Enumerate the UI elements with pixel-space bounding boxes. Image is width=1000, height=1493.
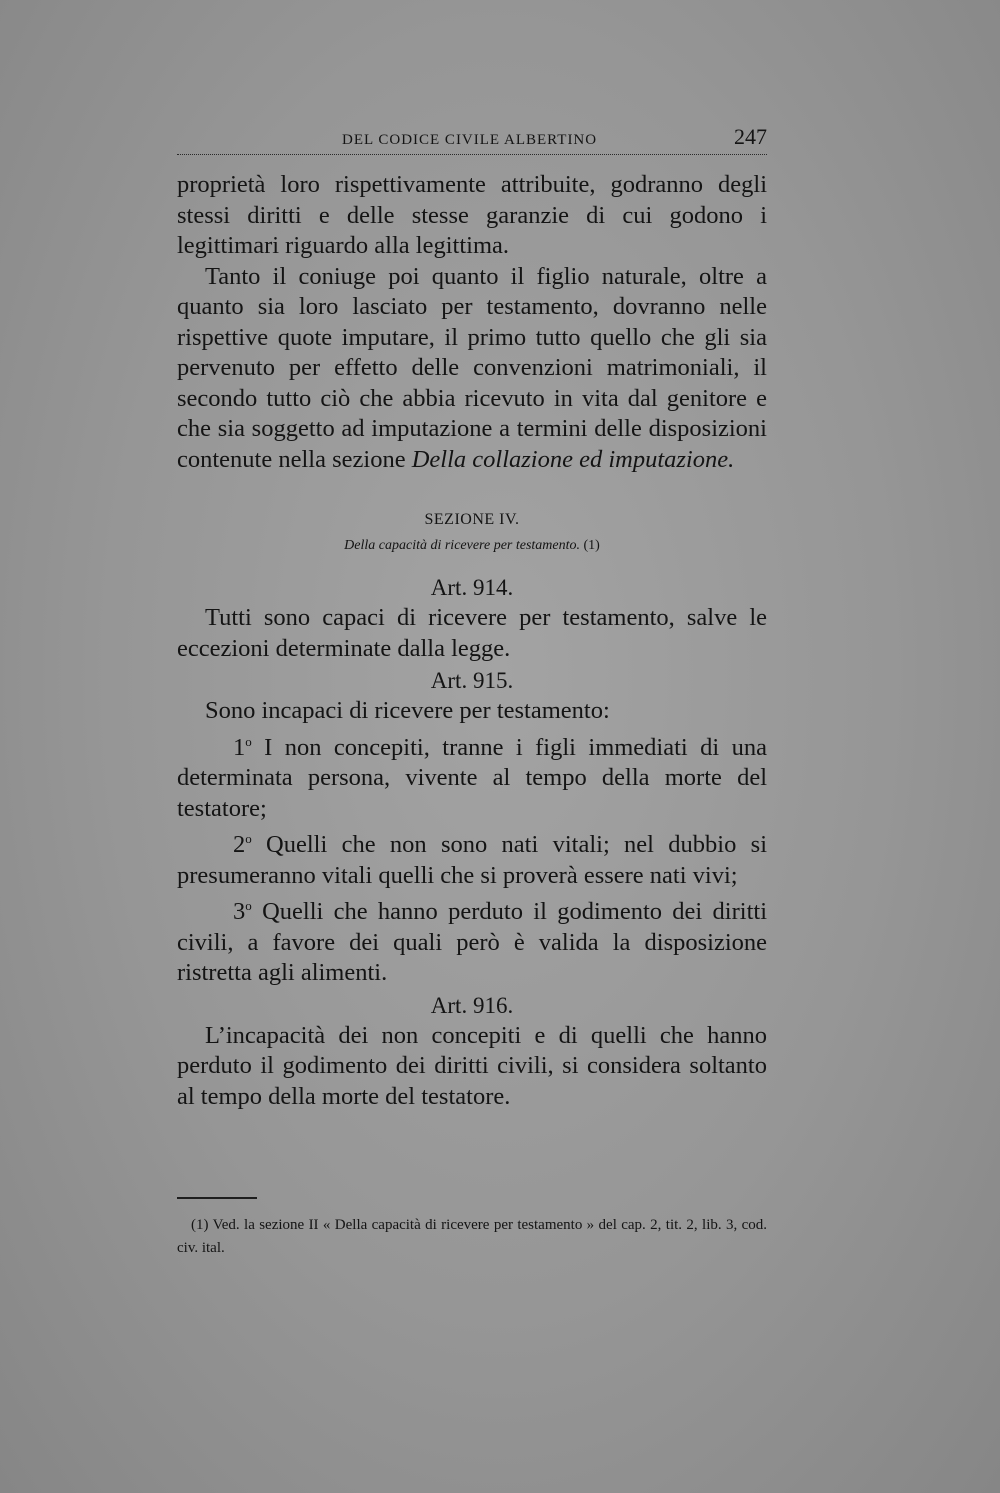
section-subtitle-text: Della capacità di ricevere per testamento. — [344, 538, 581, 553]
footnote-reference: (1) — [583, 538, 600, 553]
article-text-915: Sono incapaci di ricevere per testamento: — [205, 697, 610, 724]
article-text-916: L’incapacità dei non concepiti e di quelli che hanno perduto il godimento dei diritti civili, si considera soltanto al tempo della morte del testatore. — [177, 1021, 767, 1110]
main-text — [177, 170, 767, 1112]
list-item — [177, 824, 767, 891]
section-title: SEZIONE IV. — [424, 511, 520, 528]
paragraph-imputation — [177, 262, 767, 476]
item-text: I non concepiti, tranne i figli immediati di una determinata persona, vivente al tempo della morte del testatore; — [177, 733, 767, 822]
item-ordinal-mark: o — [245, 898, 252, 914]
item-ordinal-mark: o — [245, 733, 252, 749]
paragraph-imputation-text: Tanto il coniuge poi quanto il figlio naturale, oltre a quanto sia loro lasciato per testamento, dovranno nelle rispettive quote imputare, il primo tutto quello che gli sia pervenuto per effetto delle convenzioni matrimoniali, il secondo tutto ciò che abbia ricevuto in vita dal genitore e che sia soggetto ad imputazione a termini delle disposizioni contenute nella sezione — [177, 262, 767, 473]
running-title: DEL CODICE CIVILE ALBERTINO — [342, 132, 598, 148]
article-text-914: Tutti sono capaci di ricevere per testamento, salve le eccezioni determinate dalla legge. — [177, 604, 767, 662]
running-header — [177, 124, 767, 154]
footnote-rule — [177, 1197, 257, 1199]
item-text: Quelli che non sono nati vitali; nel dubbio si presumeranno vitali quelli che si proverà essere nati vivi; — [177, 831, 767, 889]
article-heading-915: Art. 915. — [430, 668, 514, 693]
item-ordinal-mark: o — [245, 831, 252, 847]
list-item — [177, 727, 767, 825]
article-heading-914: Art. 914. — [430, 575, 514, 600]
article-heading-916: Art. 916. — [430, 992, 514, 1018]
item-number: 1 — [233, 733, 246, 761]
item-text: Quelli che hanno perduto il godimento dei diritti civili, a favore dei quali però è valida la disposizione ristretta agli alimenti. — [177, 898, 767, 987]
list-item — [177, 891, 767, 989]
footnote: (1) Ved. la sezione II « Della capacità di ricevere per testamento » del cap. 2, tit. 2, lib. 3, cod. civ. ital. — [177, 1217, 767, 1256]
page-number: 247 — [734, 124, 767, 149]
section-subtitle — [177, 535, 767, 557]
item-number: 2 — [233, 831, 246, 859]
section-reference-italic: Della collazione ed imputazione. — [411, 445, 735, 473]
header-rule — [177, 154, 767, 155]
item-number: 3 — [233, 898, 246, 926]
paragraph-continued: proprietà loro rispettivamente attribuite, godranno degli stessi diritti e delle stesse garanzie di cui godono i legittimari riguardo alla legittima. — [177, 171, 767, 259]
